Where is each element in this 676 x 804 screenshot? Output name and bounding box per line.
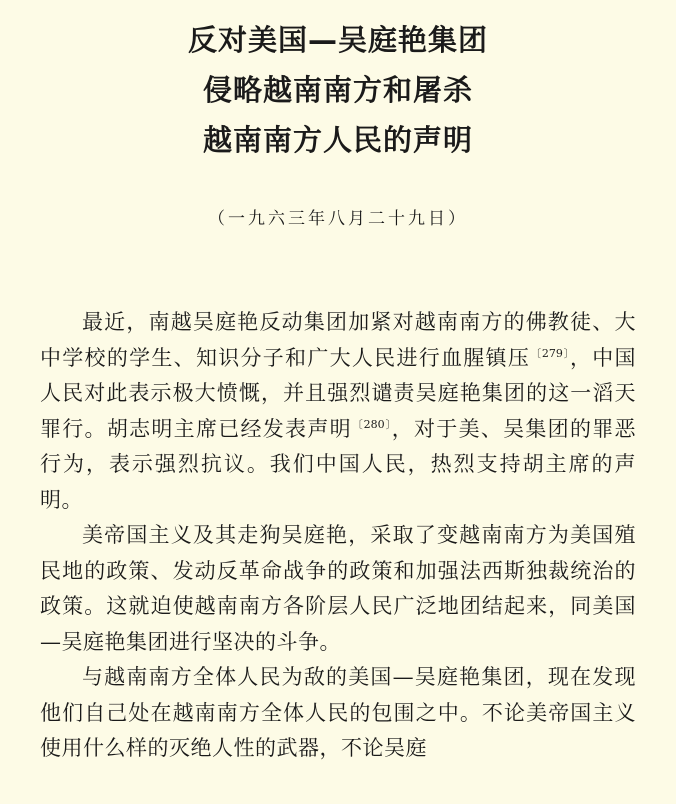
document-date: （一九六三年八月二十九日）	[208, 209, 468, 229]
title-line-1: 反对美国—吴庭艳集团	[187, 23, 488, 57]
paragraph-1-text-a: 最近，南越吴庭艳反动集团加紧对越南南方的佛教徒、大中学校的学生、知识分子和广大人民进行血腥镇压	[40, 310, 636, 370]
title-line-2: 侵略越南南方和屠杀	[202, 73, 473, 107]
paragraph-1-text-b: ，中国人民对此表示极大愤慨，并且强烈谴责吴庭艳集团的这一滔天罪行。胡志明主席已经发表声明	[40, 345, 637, 441]
footnote-ref-279[interactable]: 〔279〕	[530, 346, 570, 360]
paragraph-1	[40, 305, 636, 518]
document-body	[40, 305, 636, 767]
title-line-3: 越南南方人民的声明	[202, 123, 473, 157]
footnote-ref-280[interactable]: 〔280〕	[351, 417, 392, 431]
paragraph-2: 美帝国主义及其走狗吴庭艳，采取了变越南南方为美国殖民地的政策、发动反革命战争的政策和加强法西斯独裁统治的政策。这就迫使越南南方各阶层人民广泛地团结起来，同美国—吴庭艳集团进行坚决的斗争。	[40, 523, 636, 654]
paragraph-3: 与越南南方全体人民为敌的美国—吴庭艳集团，现在发现他们自己处在越南南方全体人民的包围之中。不论美帝国主义使用什么样的灭绝人性的武器，不论吴庭	[40, 665, 636, 760]
paragraph-1-text-c: ，对于美、吴集团的罪恶行为，表示强烈抗议。我们中国人民，热烈支持胡主席的声明。	[40, 416, 637, 512]
document-title	[40, 0, 636, 165]
